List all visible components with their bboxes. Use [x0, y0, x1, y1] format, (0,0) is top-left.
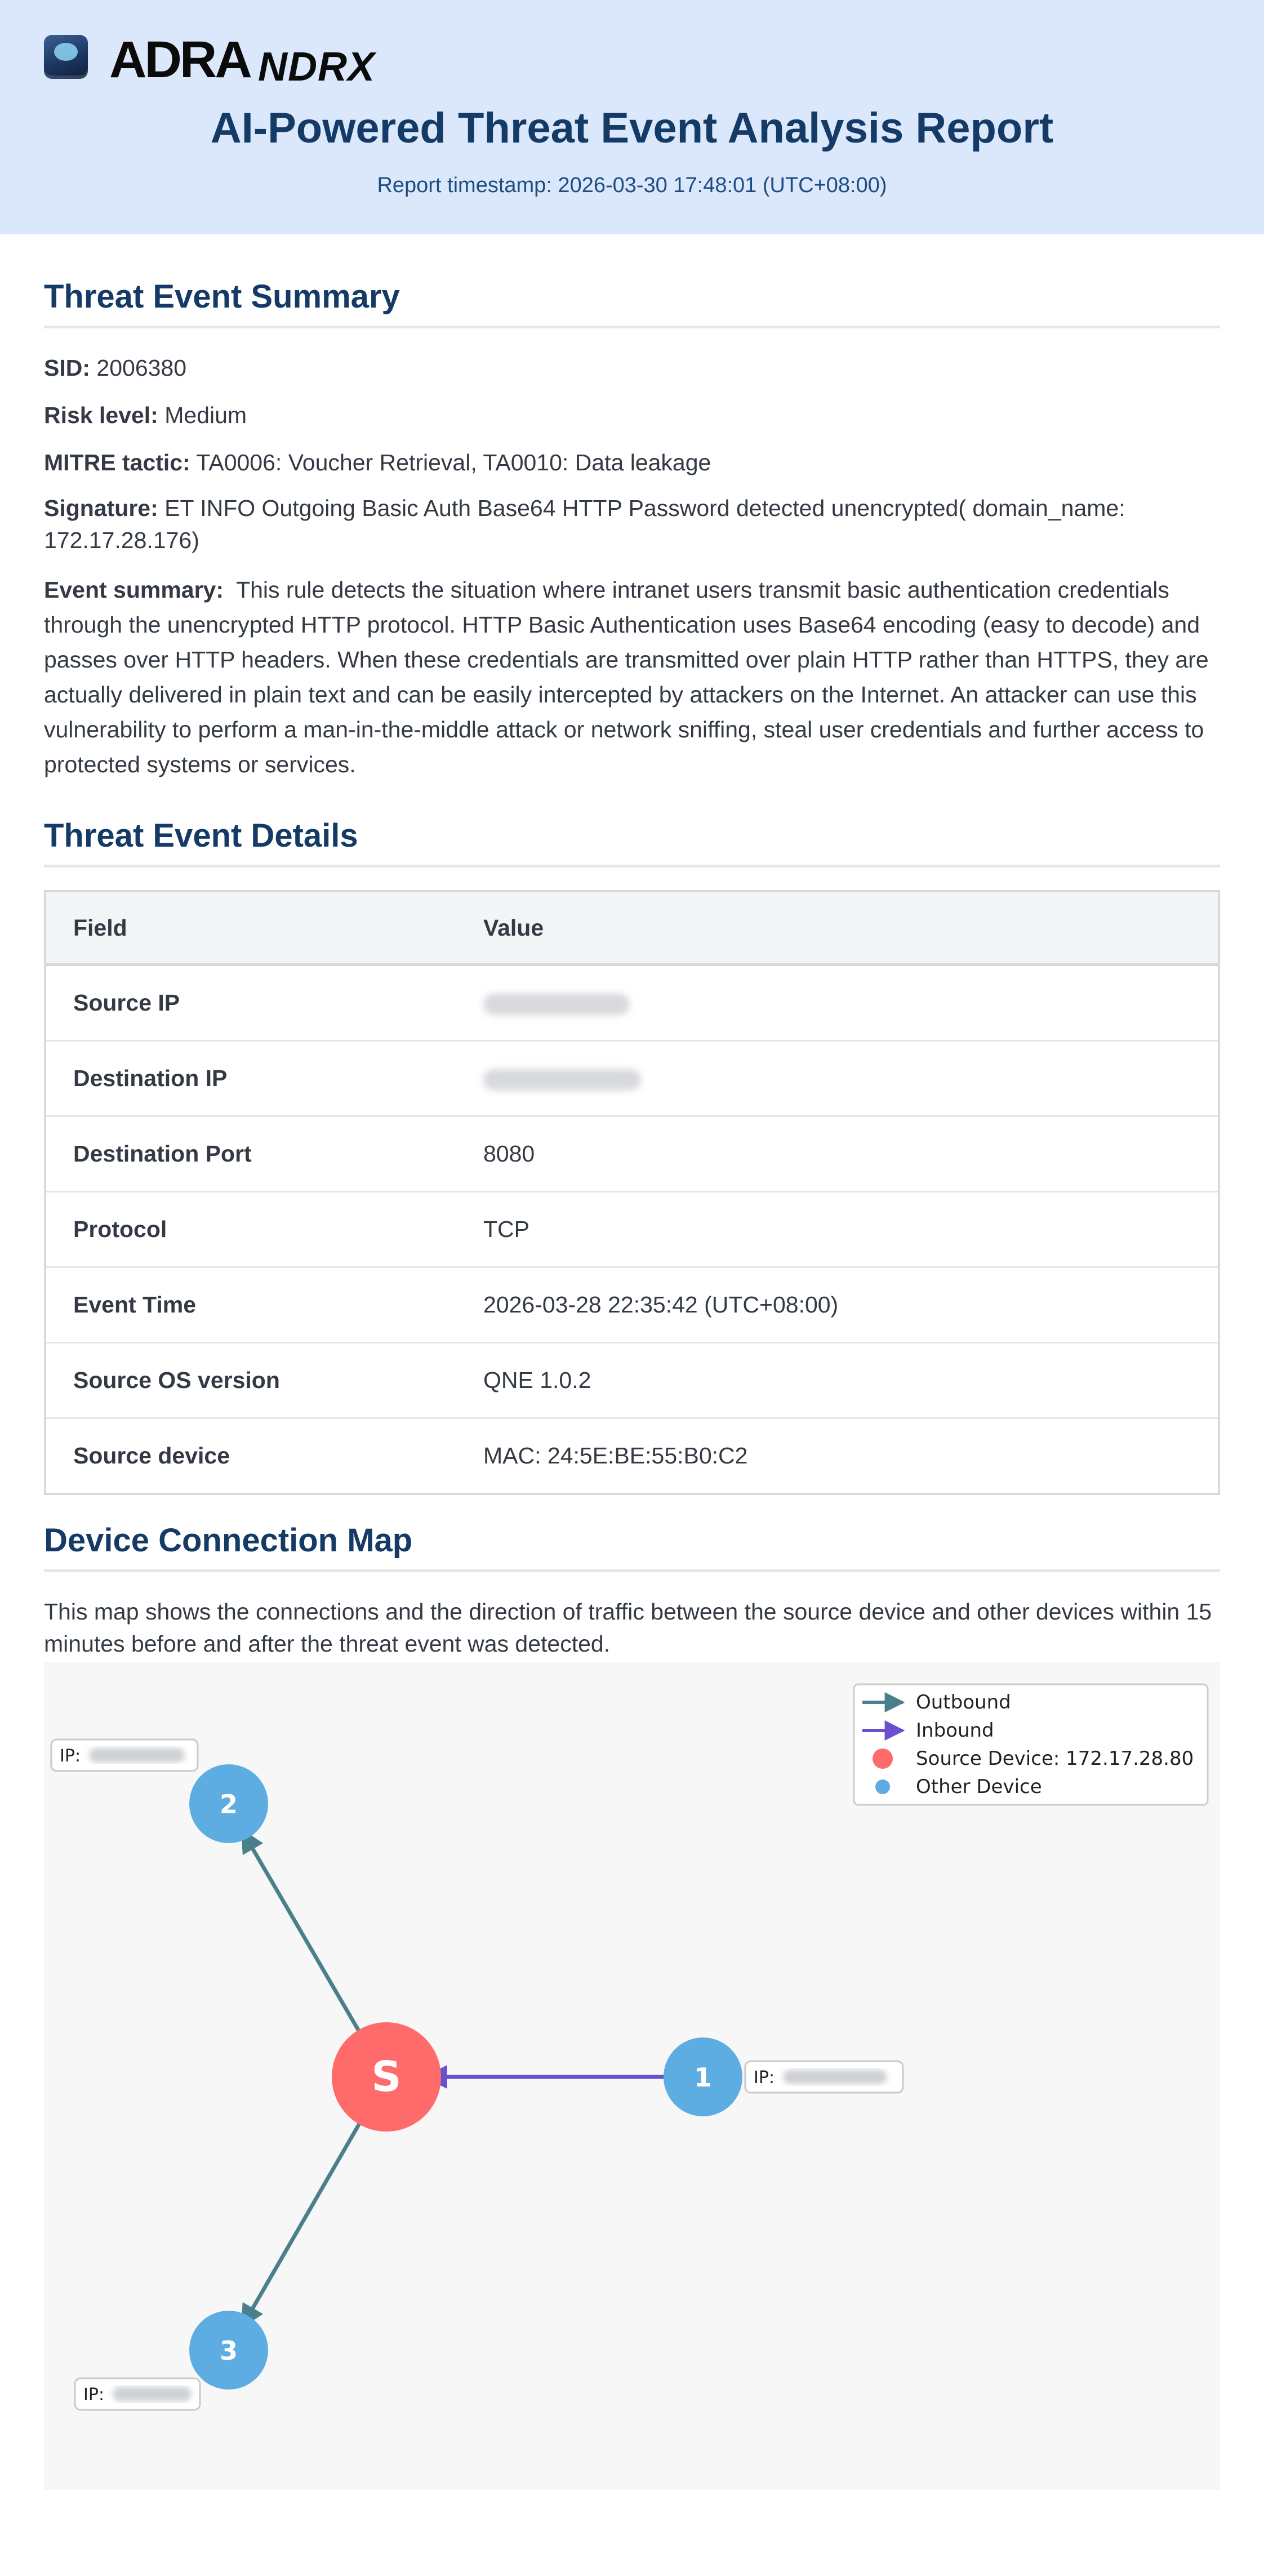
redacted-value — [483, 1069, 641, 1091]
device-node-1-label: 1 — [693, 2062, 713, 2093]
legend-source-swatch — [873, 1749, 893, 1769]
table-row — [45, 1267, 1219, 1343]
tactic-label: MITRE tactic: — [44, 450, 190, 475]
event-summary-label: Event summary: — [44, 577, 224, 603]
table-row — [45, 1343, 1219, 1418]
event-summary — [44, 572, 1220, 782]
table-row — [45, 1116, 1219, 1192]
redacted-ip — [113, 2387, 192, 2401]
report-title: AI-Powered Threat Event Analysis Report — [210, 104, 1054, 152]
logo-text: ADRA — [109, 31, 250, 88]
field-cell: Destination Port — [45, 1116, 456, 1192]
legend-other-swatch — [875, 1779, 890, 1794]
ip-label-node-2 — [51, 1739, 198, 1771]
ip-label-text: IP: — [60, 1746, 81, 1766]
edge-outbound-source-to-3 — [242, 2124, 359, 2326]
ip-label-text: IP: — [83, 2385, 105, 2405]
column-header-field: Field — [45, 891, 456, 965]
logo-icon — [44, 35, 88, 79]
table-row — [45, 1418, 1219, 1494]
device-node-3-label: 3 — [219, 2335, 238, 2366]
details-table — [44, 890, 1220, 1495]
value-cell: QNE 1.0.2 — [456, 1343, 1219, 1418]
risk-line — [44, 398, 1220, 433]
sid-line — [44, 350, 1220, 385]
value-cell: 8080 — [456, 1116, 1219, 1192]
map-heading: Device Connection Map — [44, 1520, 1220, 1572]
details-heading: Threat Event Details — [44, 815, 1220, 867]
event-summary-text: This rule detects the situation where intranet users transmit basic authentication credentials through the unencrypted HTTP protocol. HTTP Basic Authentication uses Base64 encoding (easy to decode) and passes over HTTP headers. When these credentials are transmitted over plain HTTP rather than HTTPS, they are actually delivered in plain text and can be easily intercepted by attackers on the Internet. An attacker can use this vulnerability to perform a man-in-the-middle attack or network sniffing, steal user credentials and further access to protected systems or services. — [44, 577, 1209, 777]
redacted-value — [483, 994, 630, 1015]
field-cell: Source device — [45, 1418, 456, 1494]
risk-value: Medium — [164, 402, 247, 428]
signature-label: Signature: — [44, 495, 158, 521]
map-legend — [854, 1684, 1208, 1805]
value-cell: MAC: 24:5E:BE:55:B0:C2 — [456, 1418, 1219, 1494]
tactic-line — [44, 445, 1220, 480]
edge-outbound-source-to-2 — [242, 1831, 359, 2032]
value-cell: 2026-03-28 22:35:42 (UTC+08:00) — [456, 1267, 1219, 1343]
redacted-ip — [783, 2070, 887, 2084]
report-header — [0, 0, 1264, 234]
ip-label-node-1 — [745, 2061, 903, 2093]
legend-outbound: Outbound — [916, 1691, 1011, 1714]
ip-label-text: IP: — [754, 2068, 775, 2088]
legend-source: Source Device: 172.17.28.80 — [916, 1747, 1194, 1770]
value-cell-redacted — [456, 965, 1219, 1041]
value-cell-redacted — [456, 1041, 1219, 1116]
legend-other: Other Device — [916, 1776, 1042, 1798]
logo-suffix: NDRX — [258, 45, 376, 90]
ip-label-node-3 — [75, 2378, 200, 2410]
sid-label: SID: — [44, 355, 90, 381]
table-header-row — [45, 891, 1219, 965]
table-row — [45, 1192, 1219, 1267]
field-cell: Event Time — [45, 1267, 456, 1343]
field-cell: Source OS version — [45, 1343, 456, 1418]
device-node-2-label: 2 — [219, 1789, 238, 1819]
signature-line — [44, 492, 1220, 557]
sid-value: 2006380 — [96, 355, 187, 381]
risk-label: Risk level: — [44, 402, 158, 428]
field-cell: Source IP — [45, 965, 456, 1041]
connection-map — [44, 1662, 1220, 2490]
value-cell: TCP — [456, 1192, 1219, 1267]
table-row — [45, 1041, 1219, 1116]
table-row — [45, 965, 1219, 1041]
legend-inbound: Inbound — [916, 1719, 994, 1742]
summary-heading: Threat Event Summary — [44, 276, 1220, 328]
redacted-ip — [89, 1748, 185, 1763]
field-cell: Protocol — [45, 1192, 456, 1267]
source-node-label: S — [371, 2053, 402, 2101]
signature-value: ET INFO Outgoing Basic Auth Base64 HTTP Password detected unencrypted( domain_name: 172.17.28.176) — [44, 495, 1125, 553]
connection-map-svg — [44, 1662, 1220, 2490]
field-cell: Destination IP — [45, 1041, 456, 1116]
map-description: This map shows the connections and the direction of traffic between the source device and other devices within 15 minutes before and after the threat event was detected. — [44, 1599, 1212, 1657]
tactic-value: TA0006: Voucher Retrieval, TA0010: Data leakage — [196, 450, 711, 475]
report-timestamp: Report timestamp: 2026-03-30 17:48:01 (UTC+08:00) — [377, 173, 887, 197]
column-header-value: Value — [456, 891, 1219, 965]
